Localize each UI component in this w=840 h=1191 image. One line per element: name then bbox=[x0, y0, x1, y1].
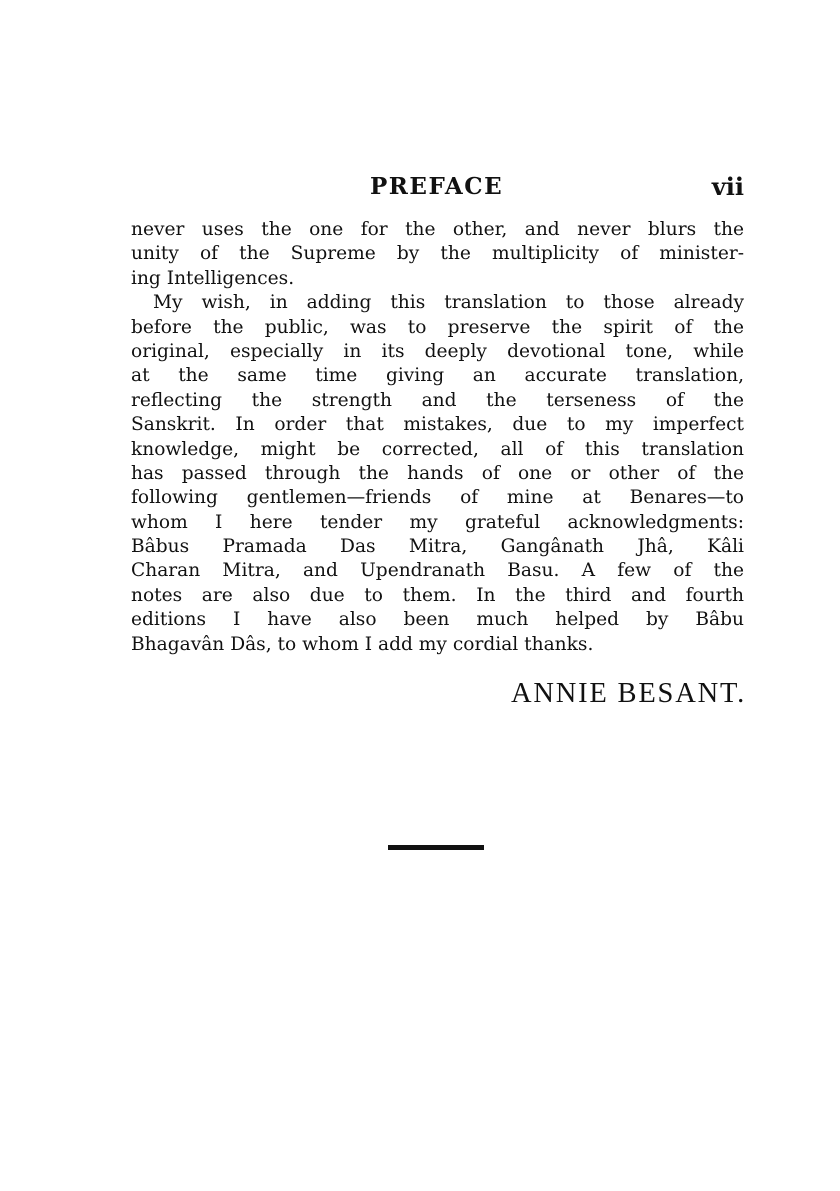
text-line: original, especially in its deeply devotional tone, while bbox=[131, 340, 744, 362]
text-line: Sanskrit. In order that mistakes, due to my imperfect bbox=[131, 414, 744, 436]
author-signature: ANNIE BESANT. bbox=[510, 678, 746, 709]
running-title: PREFACE bbox=[370, 173, 504, 200]
text-line: whom I here tender my grateful acknowledgments: bbox=[131, 511, 744, 533]
preface-text bbox=[131, 218, 744, 657]
text-line: Bâbus Pramada Das Mitra, Gangânath Jhâ, Kâli bbox=[131, 536, 744, 558]
text-line: following gentlemen—friends of mine at Benares—to bbox=[131, 487, 744, 509]
section-end-rule bbox=[388, 845, 484, 850]
text-line: reflecting the strength and the terseness of the bbox=[131, 389, 744, 411]
text-line: at the same time giving an accurate translation, bbox=[131, 365, 744, 387]
text-line: Charan Mitra, and Upendranath Basu. A few of the bbox=[131, 560, 744, 582]
text-line: editions I have also been much helped by Bâbu bbox=[131, 609, 744, 631]
text-line: has passed through the hands of one or other of the bbox=[131, 462, 744, 484]
text-line: unity of the Supreme by the multiplicity of minister- bbox=[131, 243, 744, 265]
text-line: ing Intelligences. bbox=[131, 267, 295, 289]
text-line: My wish, in adding this translation to those already bbox=[153, 292, 744, 314]
text-line: notes are also due to them. In the third and fourth bbox=[131, 584, 744, 606]
text-line: knowledge, might be corrected, all of this translation bbox=[131, 438, 744, 460]
text-line: never uses the one for the other, and never blurs the bbox=[131, 219, 744, 240]
running-head bbox=[0, 172, 840, 202]
text-line: Bhagavân Dâs, to whom I add my cordial thanks. bbox=[131, 633, 594, 655]
page-number: vii bbox=[711, 172, 744, 201]
text-line: before the public, was to preserve the spirit of the bbox=[131, 316, 744, 338]
